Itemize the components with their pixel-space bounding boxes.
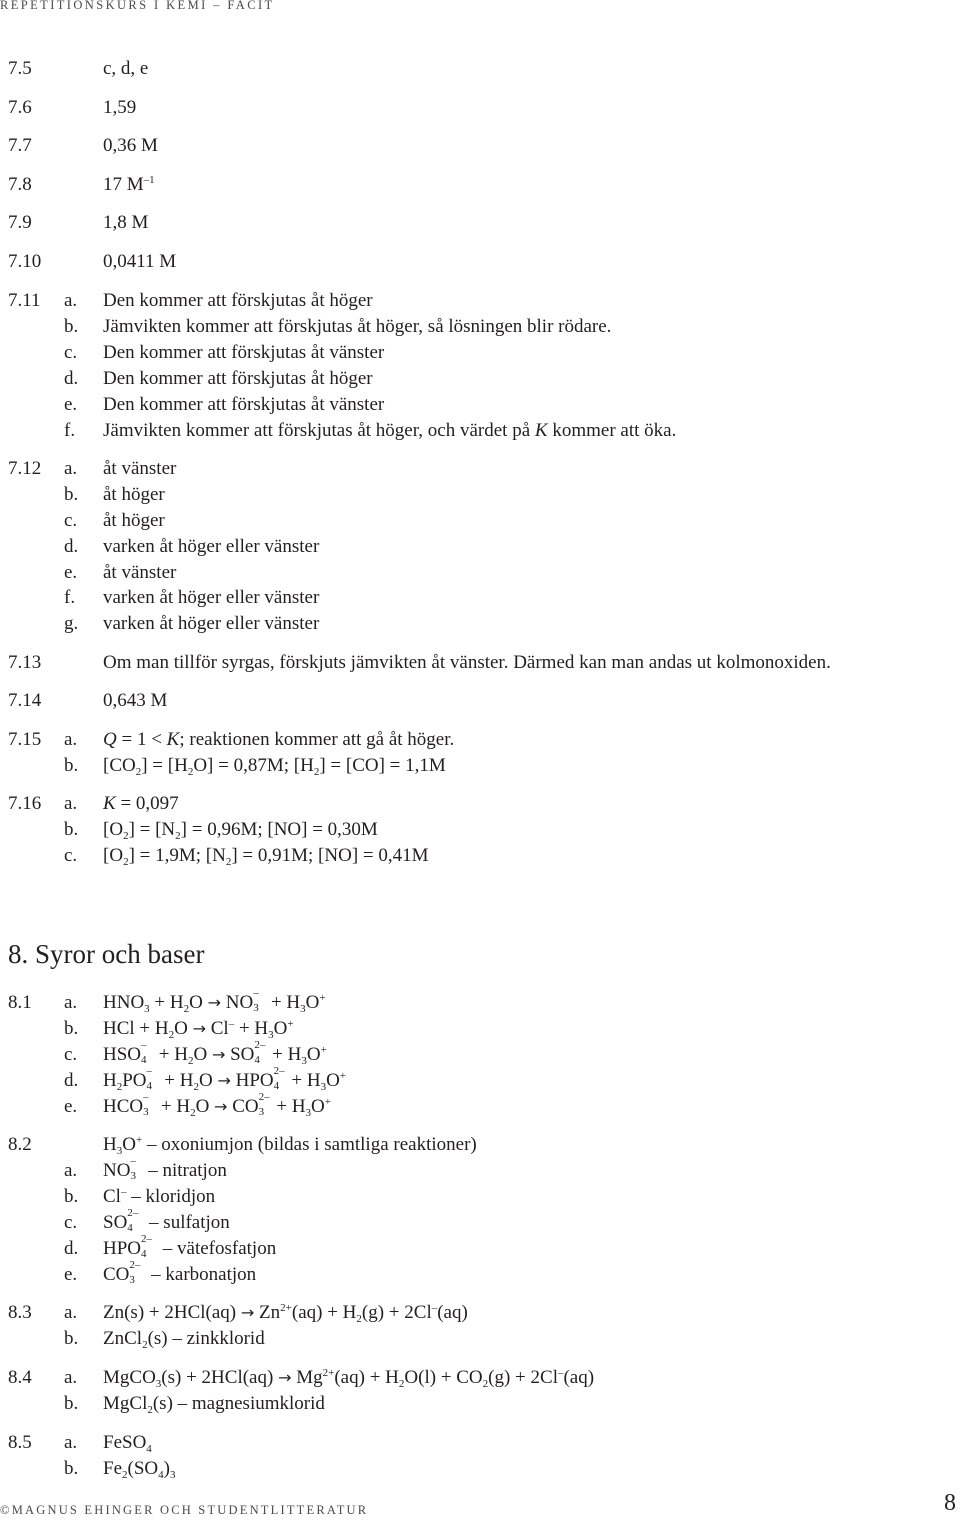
- sub-label: e.: [64, 394, 78, 415]
- answer-text: Den kommer att förskjutas åt vänster: [103, 394, 385, 415]
- sub-label: a.: [64, 1302, 78, 1323]
- answer-text: 1,8 M: [103, 212, 149, 233]
- question-number: 7.12: [8, 458, 42, 479]
- page-number: 8: [944, 1490, 956, 1516]
- answer-text: varken åt höger eller vänster: [103, 587, 320, 608]
- answer-text: $Fe_2(SO_4)_3$: [103, 1458, 176, 1481]
- answer-text: åt höger: [103, 484, 165, 505]
- reaction-arrow-icon: →: [207, 993, 221, 1012]
- question-number: 7.10: [8, 251, 42, 272]
- answer-text: Om man tillför syrgas, förskjuts jämvikten åt vänster. Därmed kan man andas ut kolmonoxiden.: [103, 652, 831, 673]
- sub-label: b.: [64, 1018, 79, 1039]
- question-number: 8.3: [8, 1302, 32, 1323]
- answer-text: 1,59: [103, 97, 137, 118]
- question-number: 7.16: [8, 793, 42, 814]
- reaction-equation: HCl + $H_2O \to Cl^- + H_3O^+$: [103, 1018, 294, 1041]
- sub-label: f.: [64, 587, 76, 608]
- sub-label: b.: [64, 755, 79, 776]
- question-number: 7.7: [8, 135, 32, 156]
- answer-text: Den kommer att förskjutas åt höger: [103, 290, 373, 311]
- answer-text: HPO 2– 4 – vätefosfatjon: [103, 1233, 277, 1260]
- question-number: 7.15: [8, 729, 42, 750]
- sub-label: d.: [64, 368, 79, 389]
- reaction-arrow-icon: →: [217, 1071, 231, 1090]
- answer-text: c, d, e: [103, 58, 149, 79]
- sub-label: b.: [64, 484, 79, 505]
- sub-label: a.: [64, 1160, 78, 1181]
- reaction-arrow-icon: →: [192, 1019, 206, 1038]
- sub-label: f.: [64, 420, 76, 441]
- question-number: 8.4: [8, 1367, 32, 1388]
- question-number: 8.1: [8, 992, 32, 1013]
- section-heading: 8. Syror och baser: [8, 939, 205, 969]
- answer-text: åt vänster: [103, 562, 177, 583]
- sub-label: b.: [64, 1458, 79, 1479]
- reaction-equation: $HNO_3 + H_2O$ → NO – 3 + $H_3O^+$: [103, 987, 326, 1015]
- answer-text: 0,643 M: [103, 690, 168, 711]
- answer-text: K = 0,097: [103, 793, 179, 814]
- sub-label: c.: [64, 510, 78, 531]
- answer-text: varken åt höger eller vänster: [103, 536, 320, 557]
- sub-label: d.: [64, 1238, 79, 1259]
- answer-text: varken åt höger eller vänster: [103, 613, 320, 634]
- answer-text: 17 $M^{-1}$: [103, 174, 155, 195]
- sub-label: c.: [64, 845, 78, 866]
- question-number: 7.13: [8, 652, 42, 673]
- sub-label: b.: [64, 1328, 79, 1349]
- answer-text: $[O_2] = 1,9M$; $[N_2] = 0,91M$; [NO] = 0,41M: [103, 845, 429, 868]
- sub-label: a.: [64, 1367, 78, 1388]
- answer-text: Jämvikten kommer att förskjutas åt höger, och värdet på K kommer att öka.: [103, 420, 677, 441]
- sub-label: e.: [64, 1096, 78, 1117]
- answer-text: ZnCl$_2$(s) – zinkklorid: [103, 1328, 265, 1351]
- answer-text: 0,36 M: [103, 135, 158, 156]
- sub-label: b.: [64, 316, 79, 337]
- reaction-arrow-icon: →: [278, 1368, 292, 1387]
- question-number: 8.2: [8, 1134, 32, 1155]
- answer-text: åt vänster: [103, 458, 177, 479]
- answer-text: FeSO$_4$: [103, 1432, 152, 1455]
- sub-label: b.: [64, 1186, 79, 1207]
- answer-text: NO – 3 – nitratjon: [103, 1155, 227, 1182]
- sub-label: a.: [64, 1432, 78, 1453]
- sub-label: a.: [64, 458, 78, 479]
- page-footer: [0, 1490, 960, 1520]
- question-number: 7.9: [8, 212, 32, 233]
- answer-text: SO 2– 4 – sulfatjon: [103, 1207, 230, 1234]
- answer-text: CO 2– 3 – karbonatjon: [103, 1259, 257, 1286]
- answer-text: $[O_2] = [N_2] = 0,96M$; [NO] = 0,30M: [103, 819, 378, 842]
- reaction-equation: $H_2PO$ – 4 + $H_2O$ → HPO 2– 4 + $H_3O^+$: [103, 1065, 347, 1093]
- copyright-text: ©MAGNUS EHINGER OCH STUDENTLITTERATUR: [0, 1503, 369, 1517]
- answer-text: Q = 1 < K; reaktionen kommer att gå åt höger.: [103, 729, 455, 750]
- sub-label: a.: [64, 290, 78, 311]
- sub-label: e.: [64, 1264, 78, 1285]
- question-number: 8.5: [8, 1432, 32, 1453]
- sub-label: c.: [64, 1044, 78, 1065]
- reaction-equation: MgCO$_3$(s) + $2HCl(aq) \to Mg^{2+}(aq) + H_2O(l) + CO_2(g) + 2Cl^-(aq)$: [103, 1367, 595, 1390]
- question-number: 7.5: [8, 58, 32, 79]
- sub-label: d.: [64, 536, 79, 557]
- header-title: REPETITIONSKURS I KEMI – FACIT: [0, 0, 275, 12]
- question-number: 7.11: [8, 290, 41, 311]
- answer-text: åt höger: [103, 510, 165, 531]
- sub-label: b.: [64, 1393, 79, 1414]
- sub-label: e.: [64, 562, 78, 583]
- sub-label: a.: [64, 992, 78, 1013]
- answer-text: MgCl$_2$(s) – magnesiumklorid: [103, 1393, 325, 1416]
- reaction-equation: HCO – 3 + $H_2O$ → CO 2– 3 + $H_3O^+$: [103, 1091, 331, 1119]
- reaction-arrow-icon: →: [211, 1045, 226, 1064]
- sub-label: g.: [64, 613, 79, 634]
- reaction-arrow-icon: →: [240, 1303, 255, 1322]
- answer-text: $H_3O^+$ – oxoniumjon (bildas i samtliga reaktioner): [103, 1134, 477, 1157]
- answer-text: $[CO_2] = [H_2O] = 0,87M$; $[H_2] = [CO] = 1,1M$: [103, 755, 446, 778]
- question-number: 7.6: [8, 97, 32, 118]
- question-number: 7.14: [8, 690, 42, 711]
- sub-label: d.: [64, 1070, 79, 1091]
- sub-label: a.: [64, 729, 78, 750]
- answer-text: Jämvikten kommer att förskjutas åt höger, så lösningen blir rödare.: [103, 316, 612, 337]
- sub-label: c.: [64, 1212, 78, 1233]
- reaction-equation: $Zn(s) + 2HCl(aq) \to Zn^{2+}(aq) + H_2(g) + 2Cl^-(aq)$: [103, 1302, 468, 1325]
- answer-text: Cl– – kloridjon: [103, 1186, 216, 1207]
- answer-text: 0,0411 M: [103, 251, 177, 272]
- question-number: 7.8: [8, 174, 32, 195]
- reaction-arrow-icon: →: [214, 1097, 228, 1116]
- sub-label: a.: [64, 793, 78, 814]
- sub-label: b.: [64, 819, 79, 840]
- running-header: [0, 0, 960, 16]
- answer-text: Den kommer att förskjutas åt höger: [103, 368, 373, 389]
- reaction-equation: HSO – 4 + $H_2O$ → SO 2– 4 + $H_3O^+$: [103, 1039, 327, 1067]
- sub-label: c.: [64, 342, 78, 363]
- answer-text: Den kommer att förskjutas åt vänster: [103, 342, 385, 363]
